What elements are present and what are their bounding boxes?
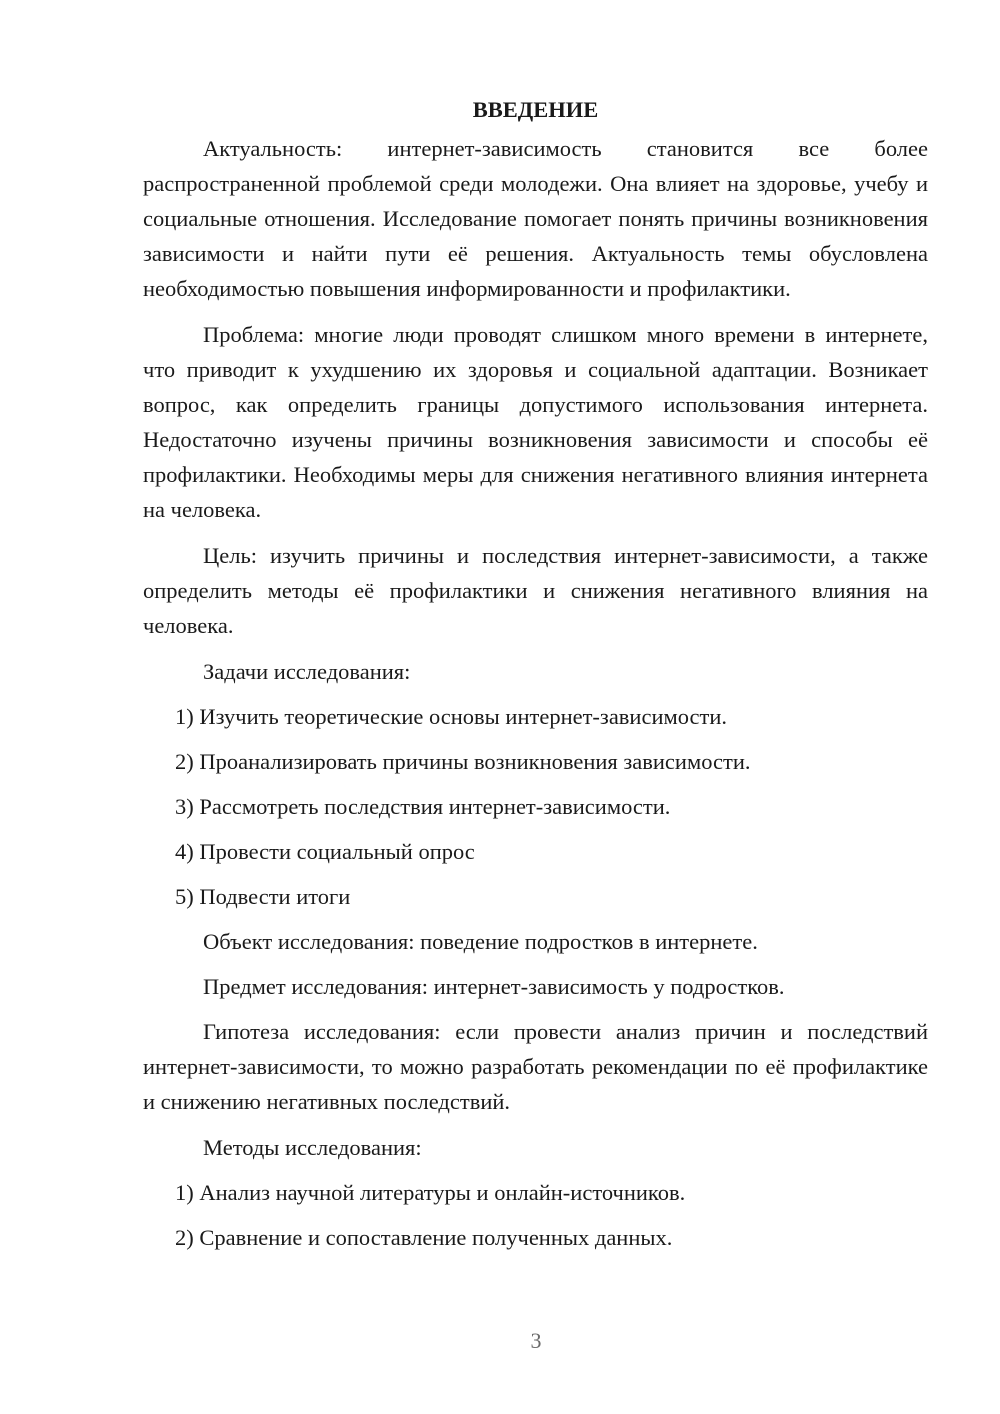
list-item: 1) Изучить теоретические основы интернет-зависимости. [175,704,728,729]
relevance-paragraph: Актуальность: интернет-зависимость становится все более распространенной проблемой среди молодежи. Она влияет на здоровье, учебу и социальные отношения. Исследование помогает понять причины возникновения зависимости и найти пути её решения. Актуальность темы обусловлена необходимостью повышения информированности и профилактики. [143,136,928,301]
page-number: 3 [530,1328,542,1353]
list-item: 3) Рассмотреть последствия интернет-зависимости. [175,794,671,819]
problem-paragraph: Проблема: многие люди проводят слишком много времени в интернете, что приводит к ухудшению их здоровья и социальной адаптации. Возникает вопрос, как определить границы допустимого использования интернета. Недостаточно изучены причины возникновения зависимости и способы её профилактики. Необходимы меры для снижения негативного влияния интернета на человека. [143,322,928,522]
list-item: 2) Проанализировать причины возникновения зависимости. [175,749,751,774]
methods-heading: Методы исследования: [203,1135,422,1160]
tasks-list [143,699,928,914]
list-item: 1) Анализ научной литературы и онлайн-источников. [175,1180,686,1205]
object-line: Объект исследования: поведение подростков в интернете. [203,929,758,954]
tasks-heading: Задачи исследования: [203,659,411,684]
subject-line: Предмет исследования: интернет-зависимость у подростков. [203,974,785,999]
hypothesis-paragraph: Гипотеза исследования: если провести анализ причин и последствий интернет-зависимости, то можно разработать рекомендации по её профилактике и снижению негативных последствий. [143,1019,928,1114]
list-item: 4) Провести социальный опрос [175,839,475,864]
section-title: ВВЕДЕНИЕ [472,97,599,122]
goal-paragraph: Цель: изучить причины и последствия интернет-зависимости, а также определить методы её профилактики и снижения негативного влияния на человека. [143,543,928,638]
list-item: 5) Подвести итоги [175,884,351,909]
list-item: 2) Сравнение и сопоставление полученных данных. [175,1225,673,1250]
document-page [143,92,928,1265]
methods-list [143,1175,928,1255]
